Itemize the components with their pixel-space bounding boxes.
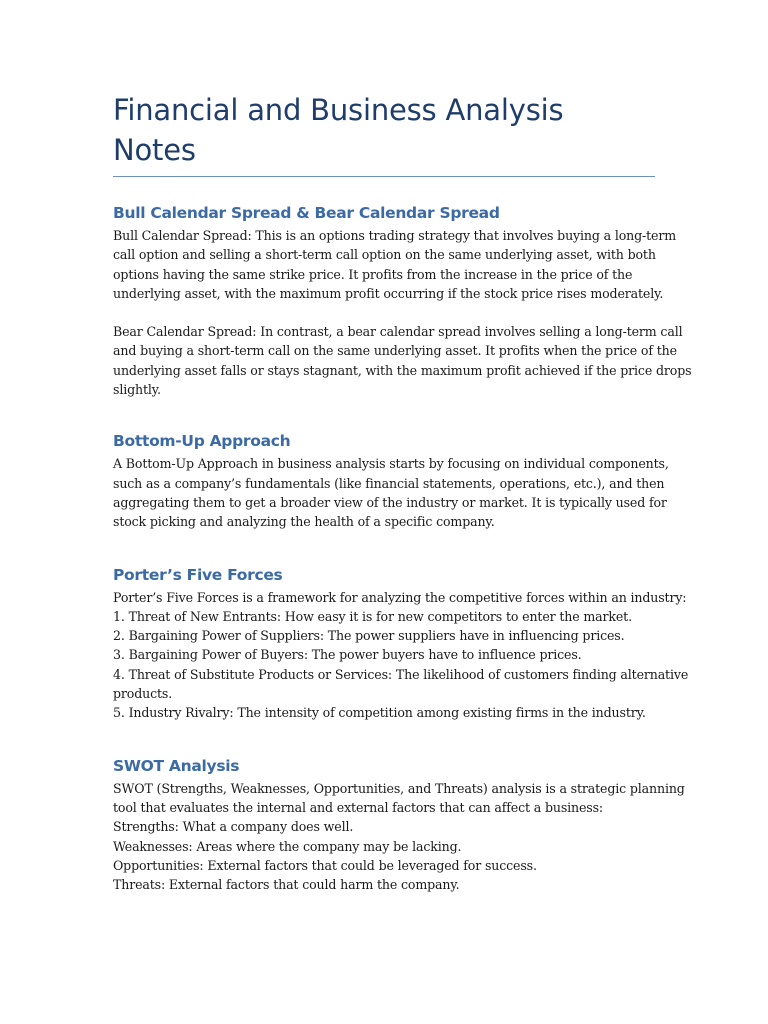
section-heading: Porter’s Five Forces — [113, 565, 283, 584]
list-item: Threats: External factors that could harm the company. — [113, 877, 460, 893]
document-title: Financial and Business Analysis Notes — [113, 90, 655, 177]
section-porters-five-forces — [113, 564, 689, 723]
paragraph — [113, 779, 685, 895]
text-line: aggregating them to get a broader view of the industry or market. It is typically used for — [113, 494, 667, 510]
section-bottom-up-approach — [113, 430, 669, 531]
paragraph — [113, 322, 692, 399]
list-item: Opportunities: External factors that could be leveraged for success. — [113, 857, 537, 873]
text-line: Bear Calendar Spread: In contrast, a bear calendar spread involves selling a long-term call — [113, 324, 683, 340]
list-item: 5. Industry Rivalry: The intensity of competition among existing firms in the industry. — [113, 705, 646, 721]
text-line: such as a company’s fundamentals (like financial statements, operations, etc.), and then — [113, 475, 665, 491]
text-line: underlying asset falls or stays stagnant, with the maximum profit achieved if the price drops — [113, 362, 692, 378]
text-line: Bull Calendar Spread: This is an options trading strategy that involves buying a long-term — [113, 228, 677, 243]
text-line: SWOT (Strengths, Weaknesses, Opportunities, and Threats) analysis is a strategic planning — [113, 780, 685, 796]
text-line: and buying a short-term call on the same underlying asset. It profits when the price of the — [113, 343, 677, 359]
section-heading: Bull Calendar Spread & Bear Calendar Spread — [113, 204, 500, 222]
paragraph — [113, 226, 677, 303]
list-item: 3. Bargaining Power of Buyers: The power buyers have to influence prices. — [113, 647, 582, 663]
list-item: Strengths: What a company does well. — [113, 819, 354, 835]
list-item-continuation: products. — [113, 686, 173, 702]
section-heading: SWOT Analysis — [113, 756, 240, 775]
text-line: call option and selling a short-term call option on the same underlying asset, with both — [113, 247, 656, 263]
paragraph — [113, 454, 669, 531]
document-page — [113, 0, 692, 894]
text-line: tool that evaluates the internal and external factors that can affect a business: — [113, 799, 604, 815]
list-item: 2. Bargaining Power of Suppliers: The power suppliers have in influencing prices. — [113, 628, 625, 644]
text-line: options having the same strike price. It profits from the increase in the price of the — [113, 266, 633, 282]
text-line: A Bottom-Up Approach in business analysis starts by focusing on individual components, — [113, 456, 669, 472]
text-line: slightly. — [113, 382, 161, 398]
paragraph — [113, 588, 689, 723]
list-item: 1. Threat of New Entrants: How easy it is for new competitors to enter the market. — [113, 608, 632, 624]
list-item: Weaknesses: Areas where the company may be lacking. — [113, 838, 462, 854]
section-heading: Bottom-Up Approach — [113, 432, 291, 451]
text-line: underlying asset, with the maximum profit occurring if the stock price rises moderately. — [113, 285, 664, 301]
section-swot-analysis — [113, 755, 685, 895]
text-line: stock picking and analyzing the health of a specific company. — [113, 514, 495, 530]
section-bull-calendar-spread — [113, 202, 692, 399]
list-item: 4. Threat of Substitute Products or Services: The likelihood of customers finding alternative — [113, 666, 689, 682]
text-line: Porter’s Five Forces is a framework for analyzing the competitive forces within an industry: — [113, 589, 687, 605]
